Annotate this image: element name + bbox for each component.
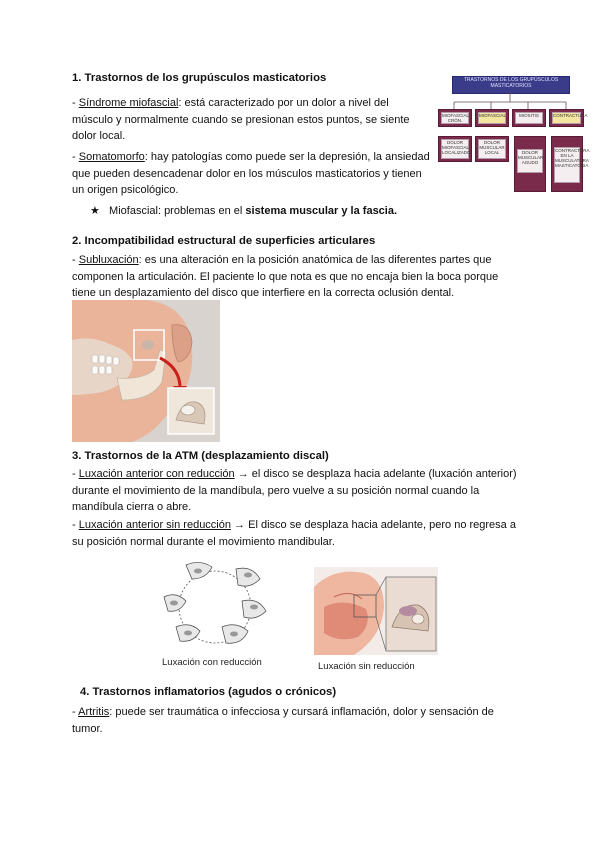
- flowchart-node: [549, 109, 588, 127]
- dash: -: [72, 151, 79, 163]
- dash: -: [72, 97, 79, 109]
- text-line: un origen psicológico.: [72, 184, 179, 196]
- dash: -: [72, 468, 79, 480]
- bullet-miofascial: [90, 203, 397, 220]
- cycle-drawing: [156, 557, 274, 655]
- jaw-illustration: [72, 300, 220, 442]
- text-line: tiene un desplazamiento del disco que interfiere en la correcta oclusión dental.: [72, 287, 455, 299]
- term-subluxacion: Subluxación: [78, 254, 139, 266]
- flowchart-label: MIOSITIS: [515, 112, 543, 124]
- star-icon: ★: [90, 205, 100, 217]
- section2-heading: 2. Incompatibilidad estructural de superficies articulares: [72, 235, 376, 247]
- section4-heading: 4. Trastornos inflamatorios (agudos o crónicos): [80, 686, 337, 698]
- jaw-drawing: [72, 300, 220, 442]
- section1-heading: 1. Trastornos de los grupúsculos masticatorios: [72, 72, 327, 84]
- arrow-right-icon: →: [231, 519, 246, 531]
- flowchart-label: DOLOR MUSCULAR AGUDO: [517, 149, 543, 173]
- bullet-text: Miofascial: problemas en el: [109, 205, 246, 217]
- section3-heading: 3. Trastornos de la ATM (desplazamiento discal): [72, 450, 329, 462]
- text-line: tumor.: [72, 722, 103, 735]
- text-line: : puede ser traumática o infecciosa y cursará inflamación, dolor y sensación de: [109, 706, 494, 718]
- flowchart-label: MIOFASCIAL: [478, 112, 506, 124]
- text-line: músculo y normalmente cuando se presionan estos puntos, se siente: [72, 113, 410, 126]
- text-line: que pueden desencadenar dolor en los músculos masticatorios y tienen: [72, 167, 422, 180]
- artritis-paragraph: [72, 704, 532, 737]
- text-line: su posición normal durante el movimiento mandibular.: [72, 535, 335, 548]
- dash: -: [72, 706, 79, 718]
- term-somatomorfo: Somatomorfo: [78, 151, 145, 163]
- term-artritis: Artritis: [78, 706, 110, 718]
- flowchart-node: [475, 109, 509, 127]
- flowchart-node: [438, 136, 472, 162]
- caption-con-reduccion: Luxación con reducción: [162, 657, 262, 668]
- text-line: : es una alteración en la posición anatómica de las diferentes partes que: [138, 254, 492, 266]
- flowchart-node: [551, 136, 590, 192]
- text-line: El disco se desplaza hacia adelante, pero no regresa a: [245, 519, 516, 531]
- term-luxacion-con-reduccion: Luxación anterior con reducción: [78, 468, 235, 480]
- luxacion-sin-reduccion-paragraph: [72, 517, 532, 550]
- caption-sin-reduccion: Luxación sin reducción: [318, 661, 415, 672]
- text-line: : hay patologías como puede ser la depresión, la ansiedad: [144, 151, 430, 163]
- luxacion-con-reduccion-paragraph: [72, 466, 532, 516]
- dash: -: [72, 519, 79, 531]
- anatomy-drawing: [314, 567, 438, 655]
- text-line: dolor local.: [72, 130, 126, 142]
- bullet-bold-text: sistema muscular y la fascia.: [245, 205, 398, 217]
- flowchart-title-line: TRASTORNOS DE LOS GRUPÚSCULOS: [463, 77, 559, 83]
- flowchart-node: [512, 109, 546, 127]
- text-line: durante el movimiento de la mandíbula, pero vuelve a su posición normal cuando la: [72, 484, 480, 497]
- text-line: el disco se desplaza hacia adelante (luxación anterior): [248, 468, 517, 480]
- subluxacion-paragraph: [72, 252, 532, 302]
- luxacion-con-reduccion-diagram: [156, 557, 274, 655]
- flowchart-label: CONTRACTURA: [552, 112, 581, 124]
- text-line: componen la articulación. El paciente lo que nota es que no encaja bien la boca porque: [72, 270, 499, 283]
- flowchart-title-line: MASTICATORIOS: [490, 83, 532, 89]
- flowchart-label: MIOFASCIAL CRÓN.: [442, 113, 470, 123]
- flowchart-node: [438, 109, 472, 127]
- flowchart-image: [436, 76, 590, 192]
- dash: -: [72, 254, 79, 266]
- luxacion-sin-reduccion-diagram: [314, 567, 438, 655]
- arrow-right-icon: →: [234, 468, 249, 480]
- flowchart-node: [514, 136, 546, 192]
- flowchart-label: DOLOR MUSCULAR LOCAL: [478, 139, 506, 159]
- text-line: mandíbula cierra o abre.: [72, 501, 192, 513]
- term-luxacion-sin-reduccion: Luxación anterior sin reducción: [78, 519, 231, 531]
- text-line: : está caracterizado por un dolor a nivel del: [178, 97, 389, 109]
- flowchart-label: CONTRACTURA EN LA MUSCULATURA MASTICATORIA: [554, 147, 580, 183]
- flowchart-label: DOLOR MIOFASCIAL LOCALIZADO: [441, 139, 469, 159]
- term-sindrome-miofascial: Síndrome miofascial: [78, 97, 179, 109]
- flowchart-node: [475, 136, 509, 162]
